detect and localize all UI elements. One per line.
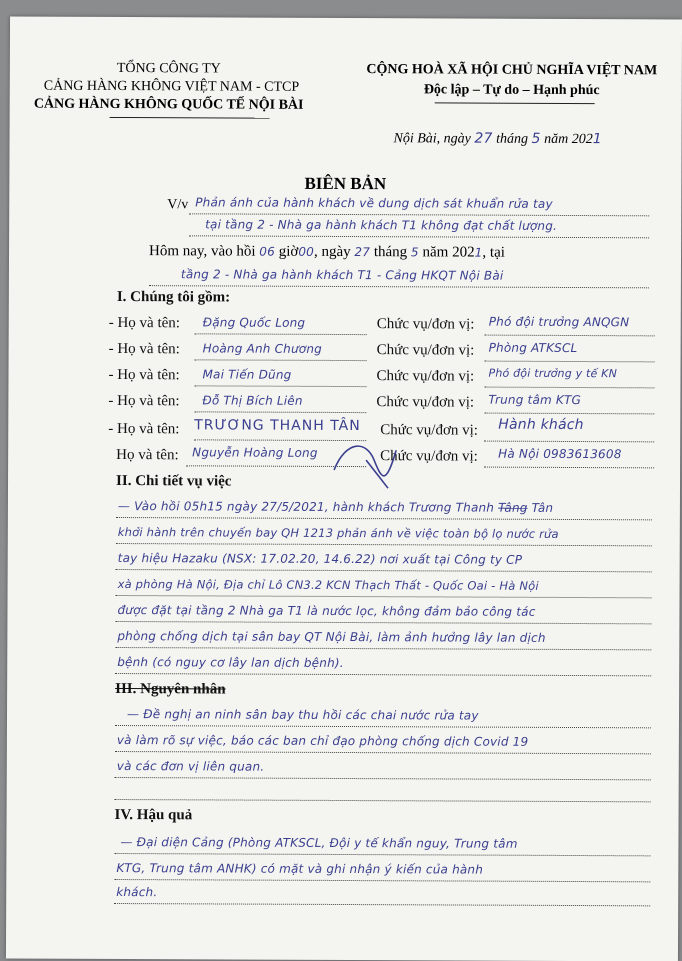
section-2-title: II. Chi tiết vụ việc (115, 473, 232, 490)
name-label: - Họ và tên: (108, 314, 180, 332)
intro-part-6: , tại (482, 244, 505, 261)
person-2-position: Phòng ATKSCL (488, 340, 578, 356)
position-label: Chức vụ/đơn vị: (376, 368, 475, 385)
name-label: - Họ và tên: (108, 366, 180, 384)
dotted-line (194, 411, 366, 413)
header-right-underline (435, 102, 595, 104)
section-3-line-2: và làm rõ sự việc, báo các ban chỉ đạo phòng chống dịch Covid 19 (116, 733, 529, 749)
person-3-position: Phó đội trưởng y tế KN (488, 366, 618, 381)
intro-part-3: , ngày (313, 243, 351, 261)
struck-word: Tâng (498, 500, 528, 515)
person-2-name: Hoàng Anh Chương (202, 341, 323, 356)
dotted-line (195, 333, 367, 335)
dotted-line (485, 335, 655, 337)
intro-part-4: tháng (373, 244, 408, 261)
org-airport: CẢNG HÀNG KHÔNG QUỐC TẾ NỘI BÀI (33, 96, 304, 113)
dotted-line (189, 213, 649, 216)
section-3-line-1: — Đề nghị an ninh sân bay thu hồi các chai nước rửa tay (126, 707, 479, 723)
corrected-word: Tân (531, 500, 554, 515)
intro-location: tầng 2 - Nhà ga hành khách T1 - Cảng HKQT Nội Bài (180, 267, 504, 283)
name-label: - Họ và tên: (108, 340, 180, 358)
intro-hour: 06 (259, 244, 276, 259)
section-1-title: I. Chúng tôi gồm: (116, 289, 231, 306)
dotted-line (149, 285, 649, 288)
section-3-line-3: và các đơn vị liên quan. (116, 759, 265, 774)
intro-part-5: năm 202 (422, 244, 475, 261)
section-4-title: IV. Hậu quả (114, 807, 193, 824)
date-month-label: tháng (496, 131, 529, 147)
dotted-line (115, 673, 651, 676)
section-2-line-7: bệnh (có nguy cơ lây lan dịch bệnh). (117, 655, 344, 671)
person-6-position: Hà Nội 0983613608 (498, 446, 622, 462)
subject-label: V/v (167, 197, 189, 213)
motto: Độc lập – Tự do – Hạnh phúc (423, 82, 600, 99)
dotted-line (485, 361, 655, 363)
date-day: 27 (474, 130, 493, 147)
date-prefix: Nội Bài, ngày (393, 131, 471, 147)
country-name: CỘNG HOÀ XÃ HỘI CHỦ NGHĨA VIỆT NAM (366, 62, 658, 79)
org-parent: TỔNG CÔNG TY (116, 61, 221, 77)
subject-line-2: tại tầng 2 - Nhà ga hành khách T1 không đạt chất lượng. (205, 217, 558, 233)
intro-month: 5 (410, 245, 419, 260)
document-title: BIÊN BẢN (304, 173, 387, 194)
date-line (393, 130, 601, 148)
position-label: Chức vụ/đơn vị: (376, 316, 475, 333)
intro-part-1: Hôm nay, vào hồi (149, 243, 256, 260)
name-label: - Họ và tên: (108, 420, 180, 438)
person-1-name: Đặng Quốc Long (202, 315, 306, 330)
section-3-line-1-text: Đề nghị an ninh sân bay thu hồi các chai nước rửa tay (143, 707, 479, 723)
dotted-line (484, 413, 654, 415)
section-4-line-1-text: Đại diện Cảng (Phòng ATKSCL, Đội y tế khẩn nguy, Trung tâm (136, 835, 518, 851)
dotted-line (194, 385, 366, 387)
name-label-last: Họ và tên: (116, 447, 179, 464)
dotted-line (116, 569, 652, 572)
dotted-line (115, 621, 651, 624)
dotted-line (484, 441, 654, 443)
dotted-line (484, 467, 654, 469)
dotted-line (115, 647, 651, 650)
dotted-line (116, 543, 652, 546)
intro-part-2: giờ (278, 243, 299, 260)
header-left-underline (110, 117, 270, 119)
document-page (6, 17, 682, 961)
section-2-line-2: khởi hành trên chuyến bay QH 1213 phản ánh về việc toàn bộ lọ nước rửa (117, 525, 559, 541)
person-3-name: Mai Tiến Dũng (202, 367, 292, 382)
section-4-line-1: — Đại diện Cảng (Phòng ATKSCL, Đội y tế khẩn nguy, Trung tâm (120, 835, 518, 851)
signature-scribble (326, 430, 406, 490)
section-4-line-3: khách. (116, 885, 158, 900)
dotted-line (189, 235, 649, 238)
org-corp: CẢNG HÀNG KHÔNG VIỆT NAM - CTCP (43, 78, 300, 95)
dotted-line (195, 359, 367, 361)
date-month: 5 (531, 130, 541, 147)
section-4-line-2: KTG, Trung tâm ANHK) có mặt và ghi nhận ý kiến của hành (116, 861, 484, 877)
date-year-label: năm 202 (544, 131, 593, 148)
section-2-line-1: — Vào hồi 05h15 ngày 27/5/2021, hành khách Trương Thanh Tâng Tân (117, 499, 554, 515)
dotted-line (115, 751, 651, 754)
position-label: Chức vụ/đơn vị: (376, 342, 475, 359)
position-label: Chức vụ/đơn vị: (376, 394, 475, 411)
intro-minute: 00 (298, 244, 315, 259)
section-2-line-4: xà phòng Hà Nội, Địa chỉ Lô CN3.2 KCN Thạch Thất - Quốc Oai - Hà Nội (117, 577, 539, 593)
dotted-line (115, 725, 651, 728)
intro-day: 27 (354, 245, 371, 260)
person-5-position: Hành khách (498, 416, 584, 434)
dotted-line (115, 777, 651, 780)
intro-line (149, 243, 505, 262)
position-label: Chức vụ/đơn vị: (380, 422, 479, 439)
name-label: - Họ và tên: (108, 392, 180, 410)
dotted-line (116, 595, 652, 598)
dotted-line (115, 799, 651, 802)
intro-year-digit: 1 (474, 245, 483, 260)
person-6-name: Nguyễn Hoàng Long (192, 445, 318, 460)
dotted-line (114, 853, 650, 856)
person-4-name: Đỗ Thị Bích Liên (202, 393, 303, 408)
section-2-line-5: được đặt tại tầng 2 Nhà ga T1 là nước lọc, không đảm bảo công tác (117, 603, 536, 619)
dotted-line (114, 903, 650, 906)
position-label: Chức vụ/đơn vị: (380, 448, 478, 465)
section-2-line-1-text: Vào hồi 05h15 ngày 27/5/2021, hành khách Trương Thanh (134, 499, 495, 515)
subject-line-1: Phản ánh của hành khách về dung dịch sát khuẩn rửa tay (195, 195, 553, 211)
person-1-position: Phó đội trưởng ANQGN (488, 314, 630, 330)
section-3-title: III. Nguyên nhân (115, 681, 226, 698)
date-year-digit: 1 (592, 131, 602, 148)
section-2-line-3: tay hiệu Hazaku (NSX: 17.02.20, 14.6.22) nơi xuất tại Công ty CP (117, 551, 523, 567)
person-4-position: Trung tâm KTG (488, 392, 582, 408)
section-2-line-6: phòng chống dịch tại sân bay QT Nội Bài, làm ảnh hưởng lây lan dịch (117, 629, 546, 645)
dotted-line (116, 517, 652, 520)
person-5-name: TRƯƠNG THANH TÂN (194, 417, 361, 435)
dotted-line (114, 879, 650, 882)
dotted-line (484, 387, 654, 389)
